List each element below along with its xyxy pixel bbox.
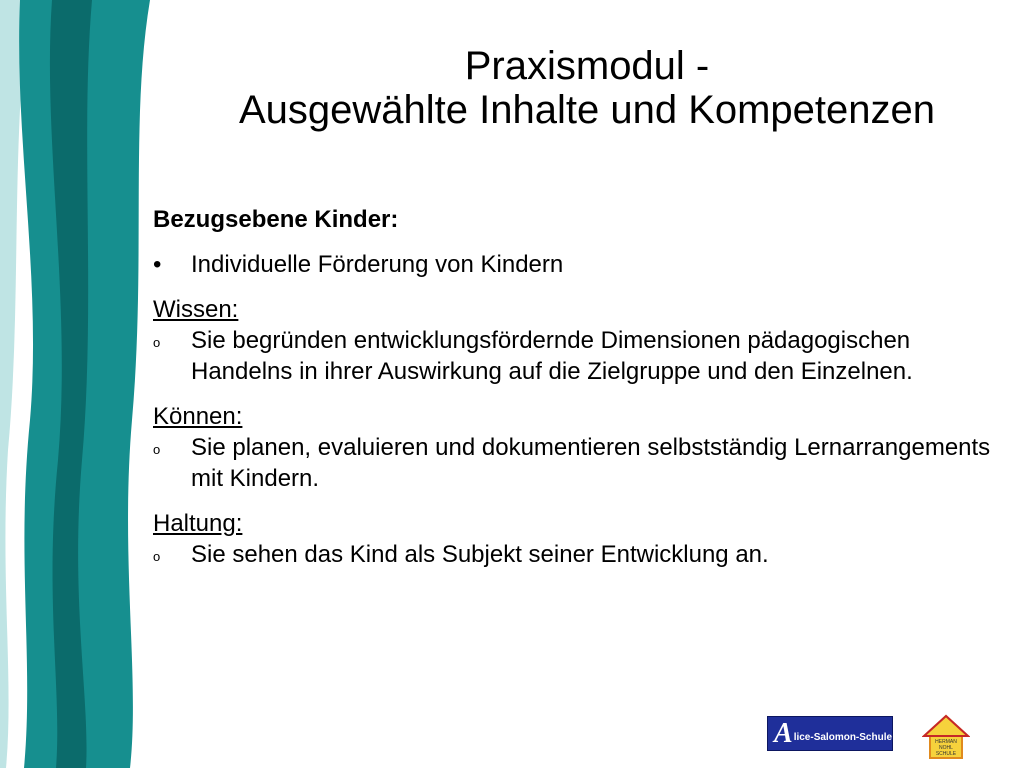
logo-initial: A [774,717,793,749]
haltung-item [153,539,993,572]
wissen-text: Sie begründen entwicklungsfördernde Dimensionen pädagogischen Handelns in ihrer Auswirkung auf die Zielgruppe und den Einzelnen. [191,327,913,385]
item-marker: o [153,549,161,564]
haltung-label: Haltung: [153,510,243,537]
wissen-label: Wissen: [153,296,239,323]
koennen-label: Können: [153,403,243,430]
item-marker: o [153,442,161,457]
bullet-item [153,249,993,280]
logo-text: lice-Salomon-Schule [793,732,893,743]
slide-title-line-1: Praxismodul - [464,44,710,88]
bullet-text: Individuelle Förderung von Kindern [191,251,564,278]
wissen-item [153,325,993,387]
koennen-text: Sie planen, evaluieren und dokumentieren selbstständig Lernarrangements mit Kindern. [191,434,991,492]
bullet-marker: • [153,251,162,278]
decorative-teal-stripes [0,0,150,768]
logo-line-2: NOHL [939,745,953,751]
haltung-text: Sie sehen das Kind als Subjekt seiner Entwicklung an. [191,541,769,568]
herman-nohl-schule-logo [922,714,970,760]
alice-salomon-schule-logo [767,716,893,751]
logo-line-3: SCHULE [935,751,957,757]
koennen-item [153,432,993,494]
slide-body [153,204,993,586]
item-marker: o [153,335,161,350]
logo-line-1: HERMAN [935,739,957,745]
slide-title [150,44,1024,132]
section-heading: Bezugsebene Kinder: [153,206,399,233]
slide-title-line-2: Ausgewählte Inhalte und Kompetenzen [238,88,936,132]
